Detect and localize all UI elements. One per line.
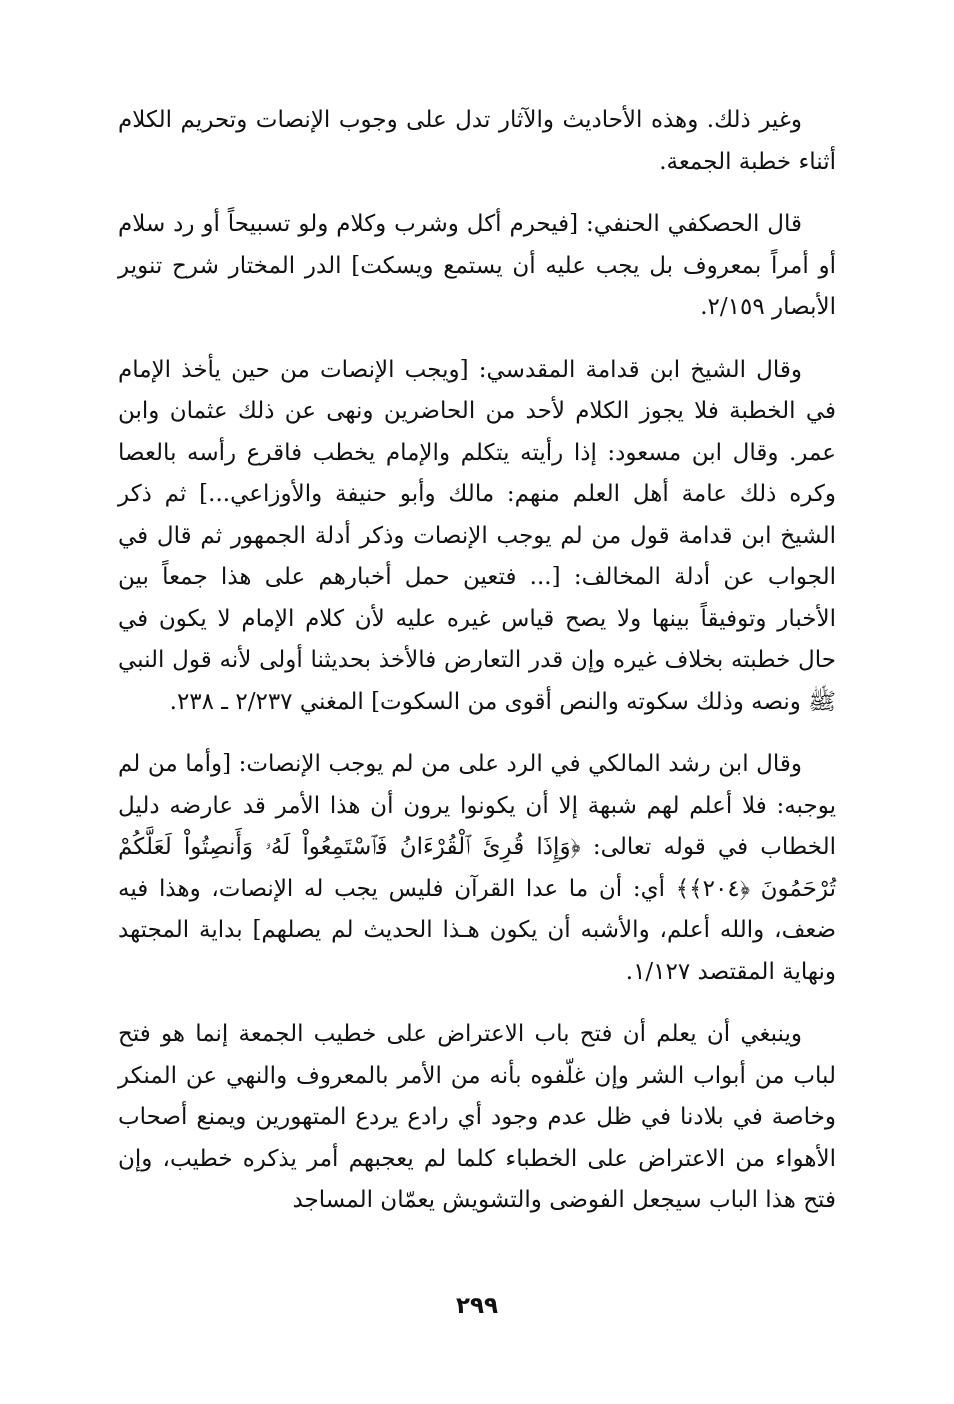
paragraph-ibn-qudama-quote: وقال الشيخ ابن قدامة المقدسي: [ويجب الإنصات من حين يأخذ الإمام في الخطبة فلا يجوز الكلام لأحد من الحاضرين ونهى عن ذلك عثمان وابن عمر. وقال ابن مسعود: إذا رأيته يتكلم والإمام يخطب فاقرع رأسه بالعصا وكره ذلك عامة أهل العلم منهم: مالك وأبو حنيفة والأوزاعي...] ثم ذكر الشيخ ابن قدامة قول من لم يوجب الإنصات وذكر أدلة الجمهور ثم قال في الجواب عن أدلة المخالف: [... فتعين حمل أخبارهم على هذا جمعاً بين الأخبار وتوفيقاً بينها ولا يصح قياس غيره عليه لأن كلام الإمام لا يكون في حال خطبته بخلاف غيره وإن قدر التعارض فالأخذ بحديثنا أولى لأنه قول النبي ﷺ ونصه وذلك سكوته والنص أقوى من السكوت] المغني ٢/٢٣٧ ـ ٢٣٨.: [118, 356, 836, 715]
paragraph-haskafi-quote: قال الحصكفي الحنفي: [فيحرم أكل وشرب وكلام ولو تسبيحاً أو رد سلام أو أمراً بمعروف بل يجب عليه أن يستمع ويسكت] الدر المختار شرح تنوير الأبصار ٢/١٥٩.: [118, 211, 836, 320]
paragraph-objection-warning: وينبغي أن يعلم أن فتح باب الاعتراض على خطيب الجمعة إنما هو فتح لباب من أبواب الشر وإن غلّفوه بأنه من الأمر بالمعروف والنهي عن المنكر وخاصة في بلادنا في ظل عدم وجود أي رادع يردع المتهورين ويمنع أصحاب الأهواء من الاعتراض على الخطباء كلما لم يعجبهم أمر يذكره خطيب، وإن فتح هذا الباب سيجعل الفوضى والتشويش يعمّان المساجد: [118, 1021, 836, 1213]
paragraph-ibn-rushd-quote: وقال ابن رشد المالكي في الرد على من لم يوجب الإنصات: [وأما من لم يوجبه: فلا أعلم لهم شبهة إلا أن يكونوا يرون أن هذا الأمر قد عارضه دليل الخطاب في قوله تعالى: ﴿وَإِذَا قُرِئَ ٱلْقُرْءَانُ فَٱسْتَمِعُواْ لَهُۥ وَأَنصِتُواْ لَعَلَّكُمْ تُرْحَمُونَ ﴿٢٠٤﴾﴾ أي: أن ما عدا القرآن فليس يجب له الإنصات، وهذا فيه ضعف، والله أعلم، والأشبه أن يكون هـذا الحديث لم يصلهم] بداية المجتهد ونهاية المقتصد ١/١٢٧.: [118, 751, 836, 985]
page-number: ٢٩٩: [455, 1293, 499, 1319]
paragraph-listening-obligation: وغير ذلك. وهذه الأحاديث والآثار تدل على وجوب الإنصات وتحريم الكلام أثناء خطبة الجمعة.: [118, 107, 836, 175]
body-text: [118, 100, 836, 1222]
